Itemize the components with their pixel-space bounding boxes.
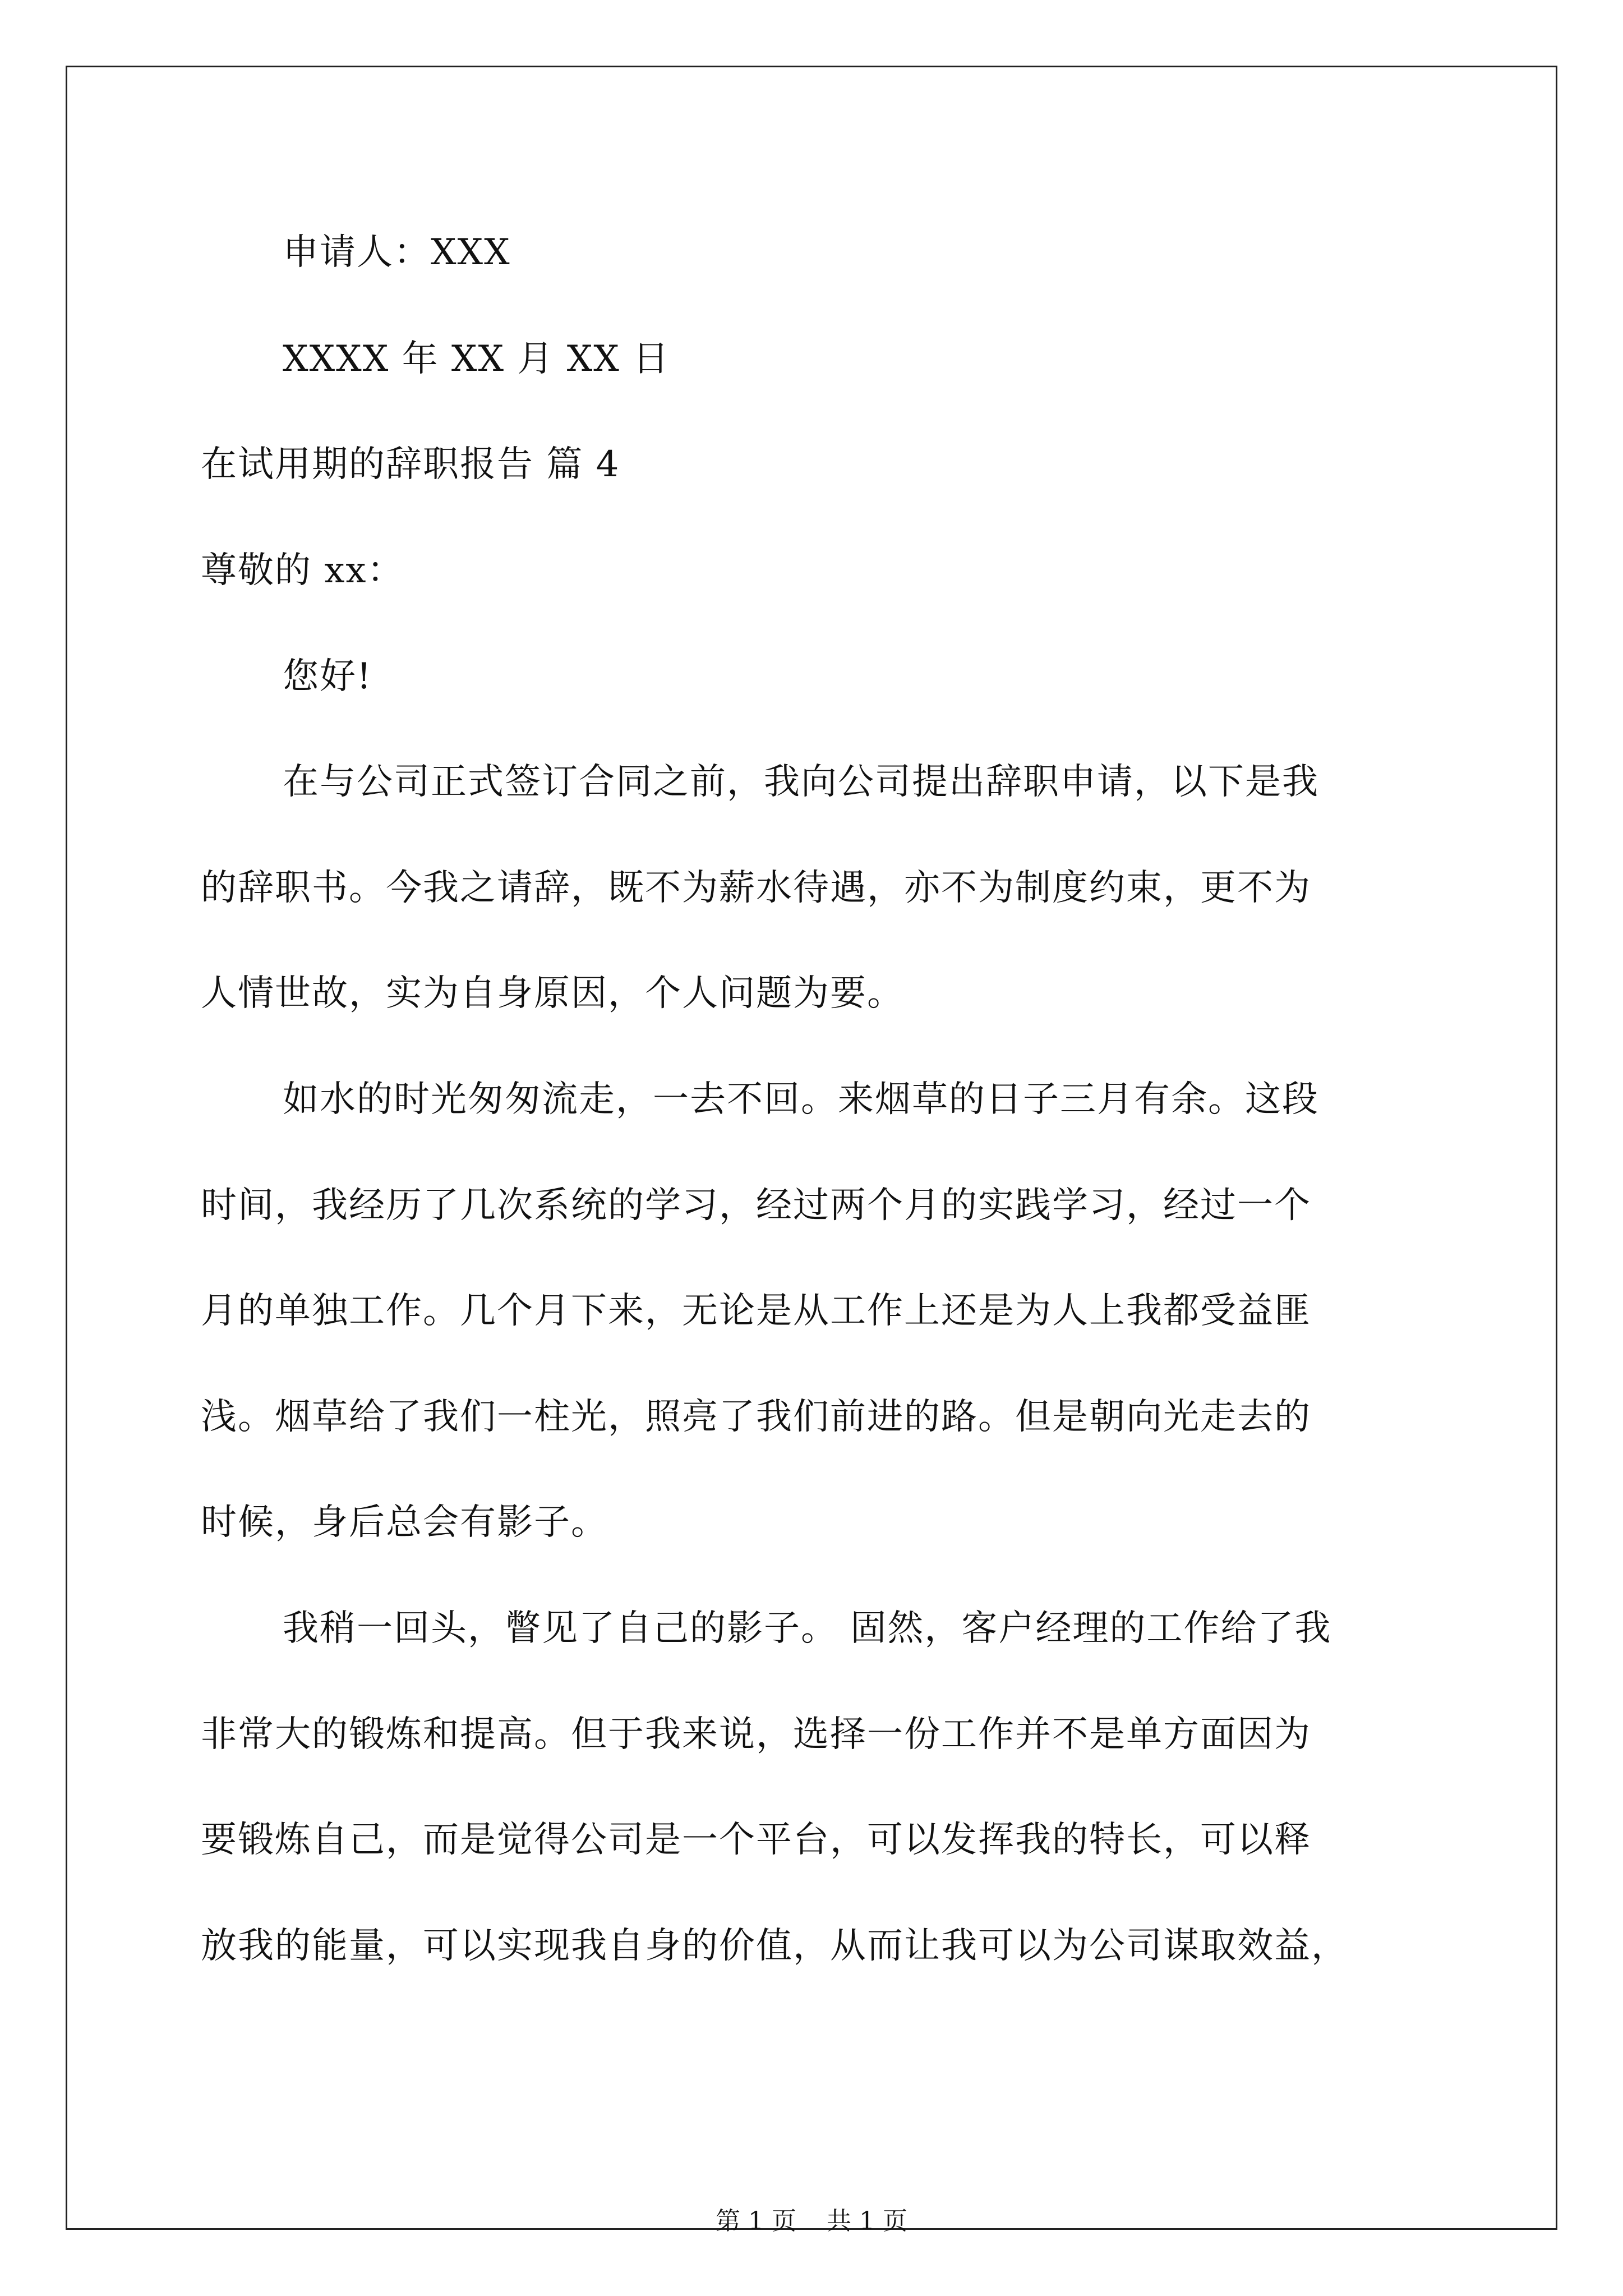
applicant-line: 申请人：XXX xyxy=(283,232,511,273)
paragraph-2-line-2: 时间，我经历了几次系统的学习，经过两个月的实践学习，经过一个 xyxy=(201,1185,1311,1226)
paragraph-1-line-1: 在与公司正式签订合同之前，我向公司提出辞职申请，以下是我 xyxy=(283,761,1319,803)
paragraph-2-line-1: 如水的时光匆匆流走，一去不回。来烟草的日子三月有余。这段 xyxy=(283,1079,1319,1120)
salutation: 尊敬的 xx： xyxy=(201,550,404,591)
paragraph-1-line-2: 的辞职书。今我之请辞，既不为薪水待遇，亦不为制度约束，更不为 xyxy=(201,867,1311,909)
paragraph-2-line-5: 时候，身后总会有影子。 xyxy=(201,1502,608,1543)
greeting: 您好! xyxy=(283,656,372,697)
page-total: 共 1 页 xyxy=(827,2207,907,2235)
page-footer xyxy=(0,2205,1623,2238)
date-line: XXXX 年 XX 月 XX 日 xyxy=(283,338,670,380)
paragraph-3-line-4: 放我的能量，可以实现我自身的价值，从而让我可以为公司谋取效益， xyxy=(201,1925,1348,1967)
paragraph-1-line-3: 人情世故，实为自身原因，个人问题为要。 xyxy=(201,973,904,1014)
paragraph-3-line-2: 非常大的锻炼和提高。但于我来说，选择一份工作并不是单方面因为 xyxy=(201,1714,1311,1755)
page-border xyxy=(66,66,1557,2230)
section-title: 在试用期的辞职报告 篇 4 xyxy=(201,444,620,485)
paragraph-2-line-3: 月的单独工作。几个月下来，无论是从工作上还是为人上我都受益匪 xyxy=(201,1290,1311,1332)
paragraph-3-line-1: 我稍一回头，瞥见了自己的影子。 固然，客户经理的工作给了我 xyxy=(283,1608,1332,1649)
page-number: 第 1 页 xyxy=(716,2207,796,2235)
paragraph-3-line-3: 要锻炼自己，而是觉得公司是一个平台，可以发挥我的特长，可以释 xyxy=(201,1819,1311,1861)
paragraph-2-line-4: 浅。烟草给了我们一柱光，照亮了我们前进的路。但是朝向光走去的 xyxy=(201,1396,1311,1438)
